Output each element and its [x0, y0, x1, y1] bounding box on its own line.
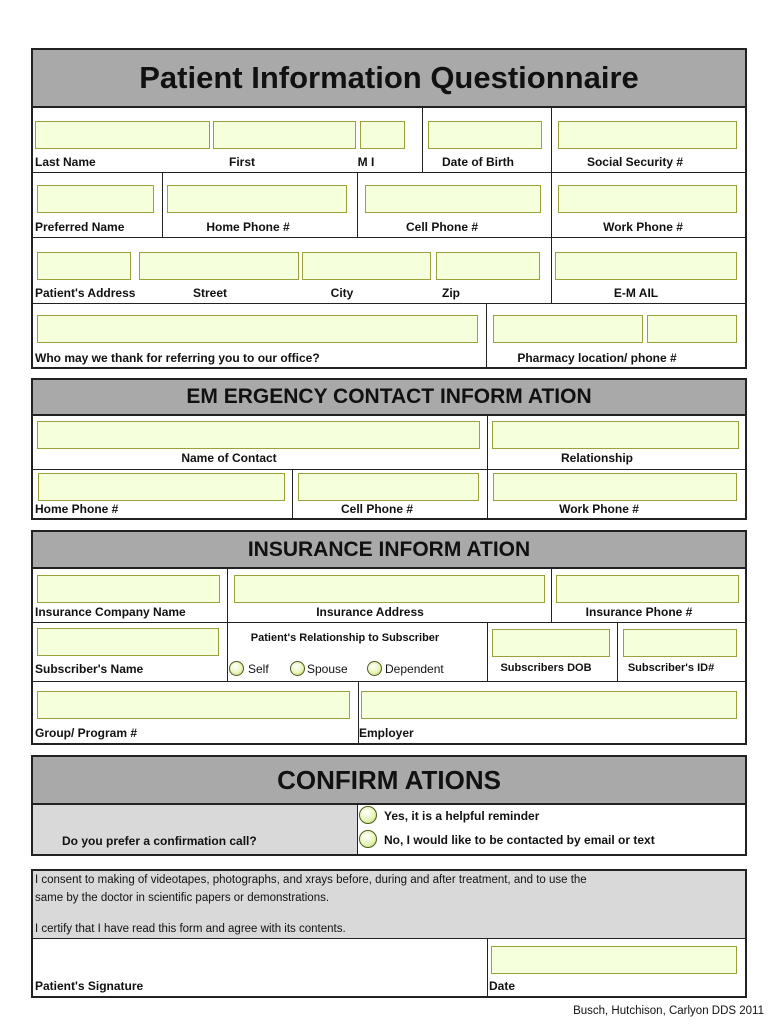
divider — [292, 469, 293, 518]
divider — [33, 172, 745, 173]
divider — [551, 237, 552, 303]
insurance-phone-field[interactable] — [556, 575, 739, 603]
confirmation-no-radio[interactable] — [359, 830, 377, 848]
pharmacy-label: Pharmacy location/ phone # — [517, 351, 677, 365]
emergency-home-phone-label: Home Phone # — [35, 502, 119, 516]
divider — [357, 805, 358, 854]
group-program-field[interactable] — [37, 691, 350, 719]
insurance-company-label: Insurance Company Name — [35, 605, 186, 619]
emergency-work-phone-field[interactable] — [493, 473, 737, 501]
insurance-address-field[interactable] — [234, 575, 545, 603]
relationship-to-subscriber-label: Patient's Relationship to Subscriber — [250, 632, 440, 644]
divider — [33, 938, 745, 939]
insurance-header: INSURANCE INFORM ATION — [247, 537, 531, 561]
cell-phone-label: Cell Phone # — [405, 220, 479, 234]
divider — [551, 172, 552, 237]
work-phone-field[interactable] — [558, 185, 737, 213]
group-program-label: Group/ Program # — [35, 726, 138, 740]
consent-line-3: I certify that I have read this form and agree with its contents. — [35, 923, 346, 935]
confirmation-yes-label: Yes, it is a helpful reminder — [384, 809, 540, 823]
divider — [486, 303, 487, 367]
emergency-header: EM ERGENCY CONTACT INFORM ATION — [186, 385, 592, 408]
emergency-header-bar — [33, 380, 745, 416]
divider — [551, 108, 552, 172]
page-title-bar — [33, 50, 745, 108]
confirmations-header-bar — [33, 757, 745, 805]
divider — [487, 622, 488, 681]
spouse-label: Spouse — [307, 662, 348, 676]
pharmacy-phone-field[interactable] — [647, 315, 737, 343]
date-field[interactable] — [491, 946, 737, 974]
pharmacy-location-field[interactable] — [493, 315, 643, 343]
divider — [487, 416, 488, 469]
dob-field[interactable] — [428, 121, 542, 149]
date-label: Date — [489, 979, 516, 993]
consent-line-2: same by the doctor in scientific papers or demonstrations. — [35, 892, 330, 904]
divider — [33, 469, 745, 470]
insurance-phone-label: Insurance Phone # — [585, 605, 693, 619]
relationship-label: Relationship — [560, 451, 634, 465]
preferred-name-label: Preferred Name — [35, 220, 125, 234]
emergency-work-phone-label: Work Phone # — [559, 502, 639, 516]
dependent-label: Dependent — [385, 662, 444, 676]
divider — [617, 622, 618, 681]
cell-phone-field[interactable] — [365, 185, 541, 213]
confirmation-yes-radio[interactable] — [359, 806, 377, 824]
footer-credit: Busch, Hutchison, Carlyon DDS 2011 — [573, 1005, 764, 1017]
confirmation-question: Do you prefer a confirmation call? — [62, 834, 257, 848]
referral-field[interactable] — [37, 315, 478, 343]
employer-field[interactable] — [361, 691, 737, 719]
divider — [33, 303, 745, 304]
work-phone-label: Work Phone # — [603, 220, 683, 234]
employer-label: Employer — [359, 726, 414, 740]
email-label: E-M AIL — [613, 286, 659, 300]
insurance-company-field[interactable] — [37, 575, 220, 603]
consent-text — [35, 871, 587, 938]
first-name-field[interactable] — [213, 121, 356, 149]
first-name-label: First — [228, 155, 256, 169]
subscriber-id-field[interactable] — [623, 629, 737, 657]
home-phone-field[interactable] — [167, 185, 347, 213]
dob-label: Date of Birth — [442, 155, 514, 169]
address-field[interactable] — [37, 252, 131, 280]
divider — [487, 469, 488, 518]
street-field[interactable] — [139, 252, 299, 280]
emergency-home-phone-field[interactable] — [38, 473, 285, 501]
dependent-radio[interactable] — [367, 661, 382, 676]
insurance-address-label: Insurance Address — [316, 605, 424, 619]
divider — [33, 237, 745, 238]
confirmation-no-label: No, I would like to be contacted by email or text — [384, 833, 655, 847]
divider — [227, 622, 228, 681]
street-label: Street — [192, 286, 228, 300]
emergency-cell-phone-field[interactable] — [298, 473, 479, 501]
city-field[interactable] — [302, 252, 431, 280]
subscriber-id-label: Subscriber's ID# — [627, 662, 715, 674]
insurance-header-bar — [33, 532, 745, 569]
subscriber-dob-label: Subscribers DOB — [500, 662, 592, 674]
email-field[interactable] — [555, 252, 737, 280]
divider — [33, 681, 745, 682]
emergency-cell-phone-label: Cell Phone # — [340, 502, 414, 516]
address-label: Patient's Address — [35, 286, 136, 300]
subscriber-dob-field[interactable] — [492, 629, 610, 657]
preferred-name-field[interactable] — [37, 185, 154, 213]
signature-label: Patient's Signature — [35, 979, 144, 993]
divider — [422, 108, 423, 172]
divider — [487, 938, 488, 996]
self-label: Self — [248, 662, 269, 676]
subscriber-name-field[interactable] — [37, 628, 219, 656]
divider — [162, 172, 163, 237]
city-label: City — [330, 286, 354, 300]
mi-label: M I — [357, 155, 375, 169]
home-phone-label: Home Phone # — [206, 220, 290, 234]
divider — [33, 622, 745, 623]
divider — [227, 569, 228, 622]
spouse-radio[interactable] — [290, 661, 305, 676]
zip-label: Zip — [442, 286, 460, 300]
contact-name-field[interactable] — [37, 421, 480, 449]
page-title: Patient Information Questionnaire — [139, 60, 639, 95]
relationship-field[interactable] — [492, 421, 739, 449]
divider — [551, 569, 552, 622]
ssn-field[interactable] — [558, 121, 737, 149]
self-radio[interactable] — [229, 661, 244, 676]
subscriber-name-label: Subscriber's Name — [35, 662, 144, 676]
last-name-label: Last Name — [35, 155, 96, 169]
contact-name-label: Name of Contact — [181, 451, 277, 465]
referral-label: Who may we thank for referring you to our office? — [35, 351, 320, 365]
consent-line-1: I consent to making of videotapes, photographs, and xrays before, during and after treatment, and to use the — [35, 874, 587, 886]
divider — [357, 172, 358, 237]
last-name-field[interactable] — [35, 121, 210, 149]
ssn-label: Social Security # — [586, 155, 684, 169]
zip-field[interactable] — [436, 252, 540, 280]
confirmations-header: CONFIRM ATIONS — [277, 764, 501, 795]
mi-field[interactable] — [360, 121, 405, 149]
